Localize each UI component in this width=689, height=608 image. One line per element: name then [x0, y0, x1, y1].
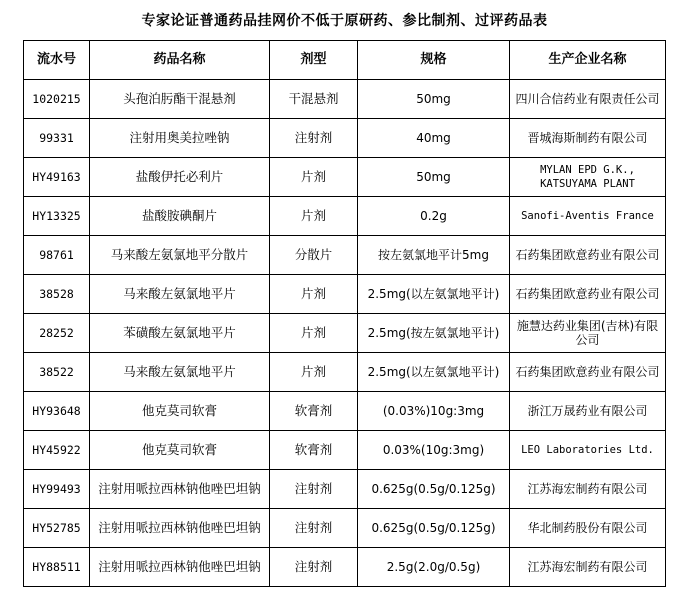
cell-spec: 0.2g [358, 197, 510, 236]
cell-form: 分散片 [270, 236, 358, 275]
cell-serial: 98761 [24, 236, 90, 275]
header-form: 剂型 [270, 41, 358, 80]
table-row [24, 158, 666, 197]
cell-form: 注射剂 [270, 470, 358, 509]
cell-spec: 50mg [358, 80, 510, 119]
cell-company: 四川合信药业有限责任公司 [510, 80, 666, 119]
page-title: 专家论证普通药品挂网价不低于原研药、参比制剂、过评药品表 [141, 13, 548, 29]
cell-serial: HY88511 [24, 548, 90, 587]
table-body [24, 80, 666, 587]
cell-serial: HY45922 [24, 431, 90, 470]
cell-name: 马来酸左氨氯地平片 [90, 275, 270, 314]
header-row [24, 41, 666, 80]
cell-spec: 2.5g(2.0g/0.5g) [358, 548, 510, 587]
cell-serial: HY52785 [24, 509, 90, 548]
cell-company: 华北制药股份有限公司 [510, 509, 666, 548]
cell-spec: 按左氨氯地平计5mg [358, 236, 510, 275]
cell-form: 干混悬剂 [270, 80, 358, 119]
cell-company: Sanofi-Aventis France [510, 197, 666, 236]
cell-spec: 50mg [358, 158, 510, 197]
cell-name: 头孢泊肟酯干混悬剂 [90, 80, 270, 119]
cell-spec: 2.5mg(按左氨氯地平计) [358, 314, 510, 353]
cell-company: MYLAN EPD G.K., KATSUYAMA PLANT [510, 158, 666, 197]
cell-serial: 28252 [24, 314, 90, 353]
cell-form: 片剂 [270, 158, 358, 197]
cell-name: 苯磺酸左氨氯地平片 [90, 314, 270, 353]
cell-name: 盐酸胺碘酮片 [90, 197, 270, 236]
cell-serial: HY13325 [24, 197, 90, 236]
table-row [24, 80, 666, 119]
table-row [24, 353, 666, 392]
cell-serial: HY99493 [24, 470, 90, 509]
cell-spec: (0.03%)10g:3mg [358, 392, 510, 431]
cell-serial: 1020215 [24, 80, 90, 119]
cell-name: 盐酸伊托必利片 [90, 158, 270, 197]
cell-name: 注射用哌拉西林钠他唑巴坦钠 [90, 548, 270, 587]
cell-company: 施慧达药业集团(吉林)有限公司 [510, 314, 666, 353]
cell-form: 软膏剂 [270, 431, 358, 470]
cell-serial: HY49163 [24, 158, 90, 197]
header-serial: 流水号 [24, 41, 90, 80]
cell-name: 注射用哌拉西林钠他唑巴坦钠 [90, 470, 270, 509]
cell-company: 浙江万晟药业有限公司 [510, 392, 666, 431]
cell-name: 注射用哌拉西林钠他唑巴坦钠 [90, 509, 270, 548]
cell-form: 注射剂 [270, 119, 358, 158]
cell-form: 片剂 [270, 353, 358, 392]
cell-company: 石药集团欧意药业有限公司 [510, 275, 666, 314]
header-spec: 规格 [358, 41, 510, 80]
cell-company: LEO Laboratories Ltd. [510, 431, 666, 470]
cell-name: 他克莫司软膏 [90, 431, 270, 470]
header-name: 药品名称 [90, 41, 270, 80]
cell-company: 石药集团欧意药业有限公司 [510, 353, 666, 392]
cell-form: 片剂 [270, 314, 358, 353]
cell-company: 江苏海宏制药有限公司 [510, 470, 666, 509]
cell-spec: 0.03%(10g:3mg) [358, 431, 510, 470]
cell-form: 片剂 [270, 275, 358, 314]
table-row [24, 236, 666, 275]
cell-serial: 99331 [24, 119, 90, 158]
cell-form: 片剂 [270, 197, 358, 236]
cell-company: 晋城海斯制药有限公司 [510, 119, 666, 158]
cell-name: 马来酸左氨氯地平分散片 [90, 236, 270, 275]
table-row [24, 119, 666, 158]
cell-spec: 0.625g(0.5g/0.125g) [358, 509, 510, 548]
cell-name: 马来酸左氨氯地平片 [90, 353, 270, 392]
header-company: 生产企业名称 [510, 41, 666, 80]
table-row [24, 470, 666, 509]
drug-table [23, 40, 666, 587]
cell-serial: HY93648 [24, 392, 90, 431]
cell-serial: 38528 [24, 275, 90, 314]
cell-name: 他克莫司软膏 [90, 392, 270, 431]
cell-form: 软膏剂 [270, 392, 358, 431]
cell-company: 石药集团欧意药业有限公司 [510, 236, 666, 275]
cell-spec: 40mg [358, 119, 510, 158]
cell-form: 注射剂 [270, 509, 358, 548]
table-row [24, 314, 666, 353]
cell-spec: 2.5mg(以左氨氯地平计) [358, 275, 510, 314]
table-row [24, 431, 666, 470]
cell-serial: 38522 [24, 353, 90, 392]
cell-name: 注射用奥美拉唑钠 [90, 119, 270, 158]
cell-company: 江苏海宏制药有限公司 [510, 548, 666, 587]
table-row [24, 275, 666, 314]
table-row [24, 392, 666, 431]
table-row [24, 197, 666, 236]
table-row [24, 509, 666, 548]
cell-spec: 2.5mg(以左氨氯地平计) [358, 353, 510, 392]
table-row [24, 548, 666, 587]
cell-form: 注射剂 [270, 548, 358, 587]
cell-spec: 0.625g(0.5g/0.125g) [358, 470, 510, 509]
